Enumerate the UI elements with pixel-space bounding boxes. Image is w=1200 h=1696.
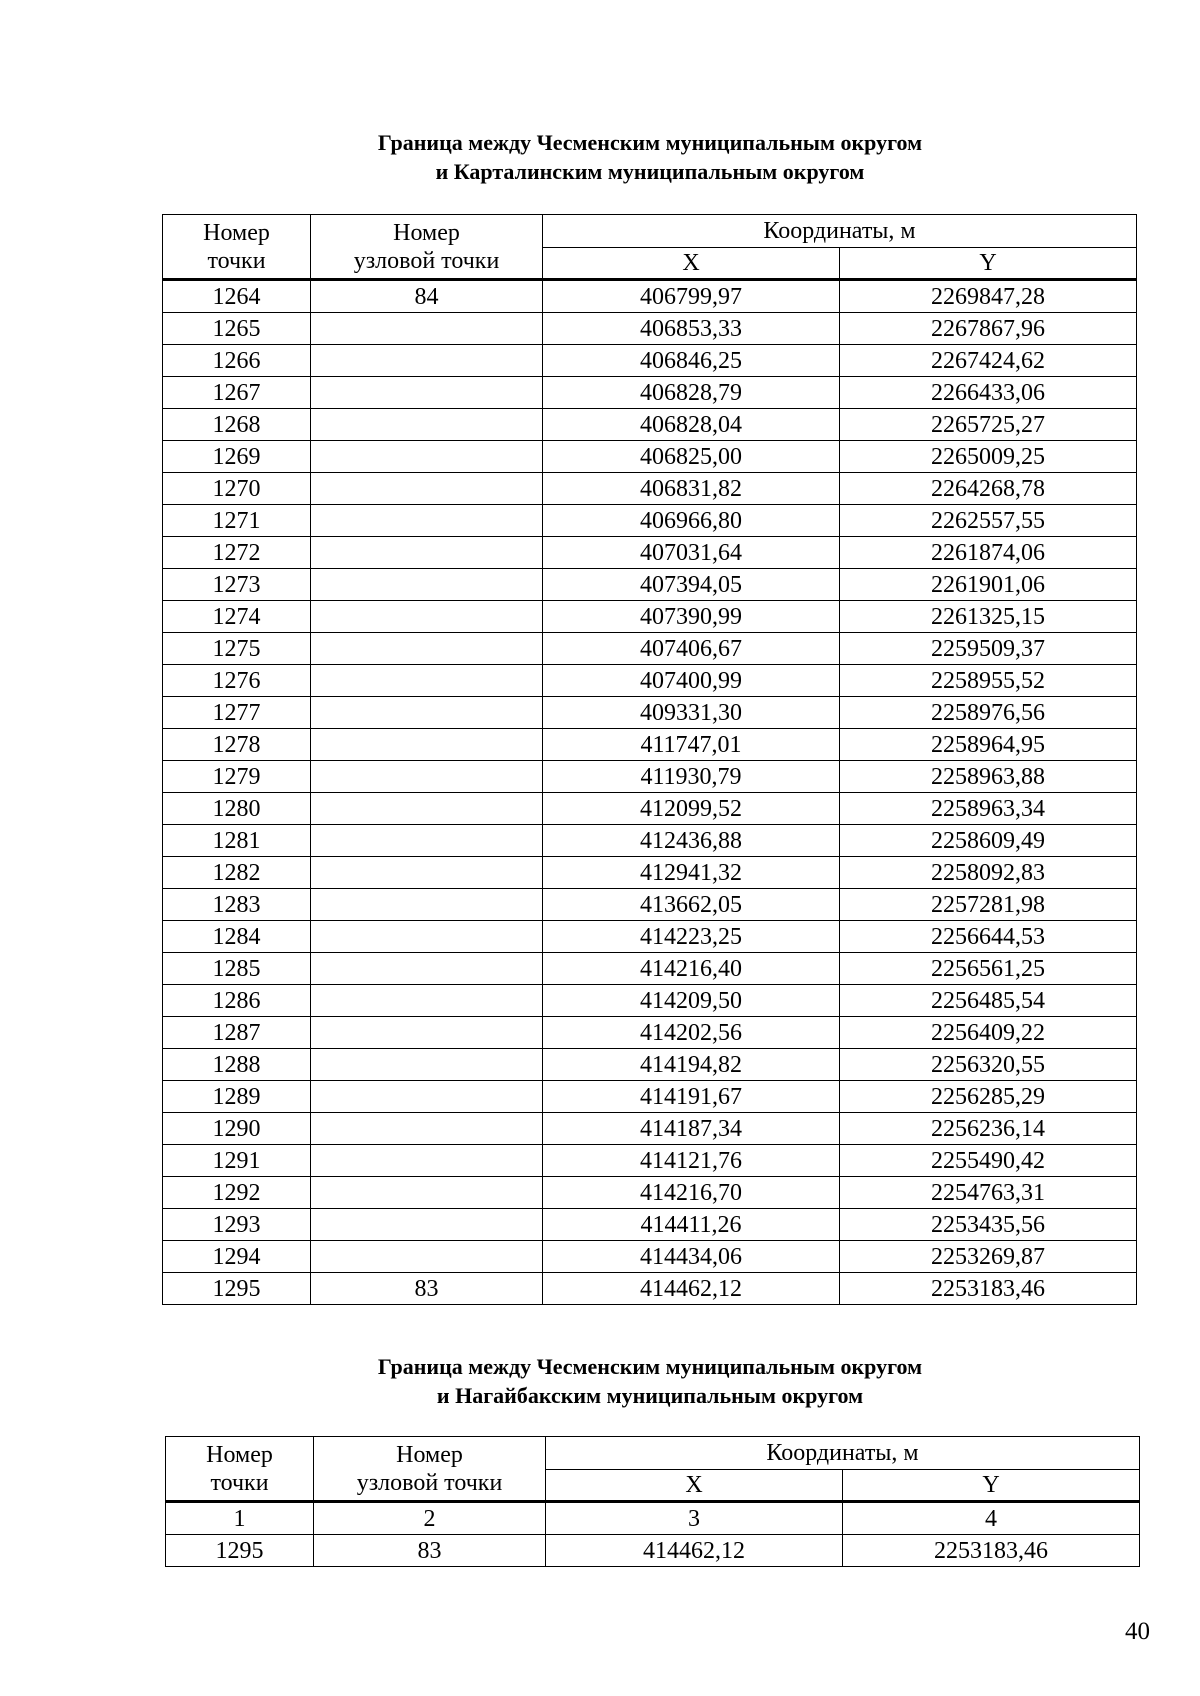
cell-node-number bbox=[311, 633, 543, 665]
cell-y: 2267424,62 bbox=[840, 345, 1137, 377]
cell-node-number bbox=[311, 953, 543, 985]
header-point-number bbox=[163, 215, 311, 280]
cell-node-number bbox=[311, 313, 543, 345]
cell-node-number bbox=[311, 569, 543, 601]
table-row bbox=[163, 473, 1137, 505]
cell-x: 409331,30 bbox=[543, 697, 840, 729]
cell-point-number: 1285 bbox=[163, 953, 311, 985]
section1-table-body bbox=[163, 280, 1137, 1305]
cell-x: 407400,99 bbox=[543, 665, 840, 697]
cell-node-number bbox=[311, 1113, 543, 1145]
table-row bbox=[163, 1241, 1137, 1273]
cell-y: 2256485,54 bbox=[840, 985, 1137, 1017]
header-point-line2: точки bbox=[207, 247, 266, 274]
table-row bbox=[163, 1209, 1137, 1241]
cell-y: 4 bbox=[843, 1502, 1140, 1535]
cell-y: 2258976,56 bbox=[840, 697, 1137, 729]
section1-title-line1: Граница между Чесменским муниципальным округом bbox=[377, 130, 923, 155]
cell-node-number bbox=[311, 697, 543, 729]
table-row bbox=[163, 1113, 1137, 1145]
cell-point-number: 1275 bbox=[163, 633, 311, 665]
cell-point-number: 1265 bbox=[163, 313, 311, 345]
page-number: 40 bbox=[1125, 1618, 1150, 1645]
cell-x: 414223,25 bbox=[543, 921, 840, 953]
cell-x: 412436,88 bbox=[543, 825, 840, 857]
cell-node-number bbox=[311, 441, 543, 473]
cell-x: 411747,01 bbox=[543, 729, 840, 761]
table-row bbox=[163, 857, 1137, 889]
cell-node-number: 83 bbox=[314, 1535, 546, 1567]
cell-y: 2253435,56 bbox=[840, 1209, 1137, 1241]
table-row bbox=[163, 505, 1137, 537]
cell-y: 2258963,88 bbox=[840, 761, 1137, 793]
cell-x: 414462,12 bbox=[546, 1535, 843, 1567]
section1-title-line2: и Карталинским муниципальным округом bbox=[435, 159, 865, 184]
table-row bbox=[163, 1049, 1137, 1081]
cell-x: 414411,26 bbox=[543, 1209, 840, 1241]
header-point-number bbox=[166, 1437, 314, 1502]
section2-coordinates-table bbox=[165, 1436, 1140, 1567]
cell-x: 412099,52 bbox=[543, 793, 840, 825]
cell-node-number: 2 bbox=[314, 1502, 546, 1535]
cell-node-number bbox=[311, 377, 543, 409]
cell-y: 2256409,22 bbox=[840, 1017, 1137, 1049]
cell-y: 2258955,52 bbox=[840, 665, 1137, 697]
cell-point-number: 1295 bbox=[163, 1273, 311, 1305]
cell-y: 2253183,46 bbox=[840, 1273, 1137, 1305]
table-row bbox=[163, 537, 1137, 569]
table-row bbox=[163, 601, 1137, 633]
cell-x: 414462,12 bbox=[543, 1273, 840, 1305]
cell-point-number: 1293 bbox=[163, 1209, 311, 1241]
table-row bbox=[163, 441, 1137, 473]
cell-x: 406831,82 bbox=[543, 473, 840, 505]
cell-point-number: 1280 bbox=[163, 793, 311, 825]
section2-title-line2: и Нагайбакским муниципальным округом bbox=[436, 1383, 864, 1408]
cell-y: 2256644,53 bbox=[840, 921, 1137, 953]
cell-node-number bbox=[311, 1209, 543, 1241]
cell-y: 2261901,06 bbox=[840, 569, 1137, 601]
table-row bbox=[163, 1017, 1137, 1049]
cell-point-number: 1295 bbox=[166, 1535, 314, 1567]
cell-node-number bbox=[311, 601, 543, 633]
cell-y: 2259509,37 bbox=[840, 633, 1137, 665]
cell-point-number: 1289 bbox=[163, 1081, 311, 1113]
cell-y: 2257281,98 bbox=[840, 889, 1137, 921]
cell-point-number: 1291 bbox=[163, 1145, 311, 1177]
cell-point-number: 1294 bbox=[163, 1241, 311, 1273]
table-row bbox=[163, 313, 1137, 345]
header-y: Y bbox=[840, 248, 1137, 280]
section1-title bbox=[160, 128, 1140, 186]
cell-x: 414434,06 bbox=[543, 1241, 840, 1273]
header-point-line1: Номер bbox=[203, 219, 270, 246]
table-row bbox=[163, 921, 1137, 953]
cell-y: 2256561,25 bbox=[840, 953, 1137, 985]
cell-x: 407406,67 bbox=[543, 633, 840, 665]
cell-node-number bbox=[311, 857, 543, 889]
cell-x: 406825,00 bbox=[543, 441, 840, 473]
cell-x: 414202,56 bbox=[543, 1017, 840, 1049]
header-x: X bbox=[546, 1470, 843, 1502]
cell-point-number: 1288 bbox=[163, 1049, 311, 1081]
cell-y: 2265009,25 bbox=[840, 441, 1137, 473]
cell-x: 406966,80 bbox=[543, 505, 840, 537]
header-node-number bbox=[311, 215, 543, 280]
table-row bbox=[163, 761, 1137, 793]
cell-x: 407394,05 bbox=[543, 569, 840, 601]
cell-point-number: 1266 bbox=[163, 345, 311, 377]
header-coordinates: Координаты, м bbox=[546, 1437, 1140, 1470]
cell-point-number: 1273 bbox=[163, 569, 311, 601]
header-coordinates: Координаты, м bbox=[543, 215, 1137, 248]
cell-y: 2258092,83 bbox=[840, 857, 1137, 889]
cell-node-number bbox=[311, 409, 543, 441]
table-row bbox=[163, 280, 1137, 313]
cell-x: 411930,79 bbox=[543, 761, 840, 793]
cell-y: 2258609,49 bbox=[840, 825, 1137, 857]
cell-node-number bbox=[311, 665, 543, 697]
cell-x: 414216,70 bbox=[543, 1177, 840, 1209]
cell-point-number: 1274 bbox=[163, 601, 311, 633]
section2-title bbox=[160, 1352, 1140, 1410]
cell-node-number bbox=[311, 345, 543, 377]
cell-point-number: 1277 bbox=[163, 697, 311, 729]
cell-y: 2265725,27 bbox=[840, 409, 1137, 441]
table-row bbox=[163, 985, 1137, 1017]
cell-y: 2262557,55 bbox=[840, 505, 1137, 537]
cell-node-number bbox=[311, 1145, 543, 1177]
table-row bbox=[163, 793, 1137, 825]
cell-x: 414187,34 bbox=[543, 1113, 840, 1145]
cell-y: 2258963,34 bbox=[840, 793, 1137, 825]
header-node-line2: узловой точки bbox=[356, 1469, 503, 1496]
cell-point-number: 1287 bbox=[163, 1017, 311, 1049]
table-row bbox=[163, 889, 1137, 921]
cell-node-number bbox=[311, 537, 543, 569]
section2-title-line1: Граница между Чесменским муниципальным округом bbox=[377, 1354, 923, 1379]
cell-point-number: 1264 bbox=[163, 280, 311, 313]
cell-point-number: 1269 bbox=[163, 441, 311, 473]
table-row bbox=[163, 377, 1137, 409]
cell-x: 414191,67 bbox=[543, 1081, 840, 1113]
cell-node-number bbox=[311, 889, 543, 921]
cell-x: 3 bbox=[546, 1502, 843, 1535]
cell-x: 414194,82 bbox=[543, 1049, 840, 1081]
cell-node-number bbox=[311, 921, 543, 953]
cell-y: 2266433,06 bbox=[840, 377, 1137, 409]
cell-node-number bbox=[311, 505, 543, 537]
table-row bbox=[166, 1535, 1140, 1567]
cell-x: 406828,79 bbox=[543, 377, 840, 409]
header-node-line1: Номер bbox=[396, 1441, 463, 1468]
cell-y: 2267867,96 bbox=[840, 313, 1137, 345]
cell-point-number: 1290 bbox=[163, 1113, 311, 1145]
cell-node-number bbox=[311, 825, 543, 857]
cell-x: 406799,97 bbox=[543, 280, 840, 313]
cell-x: 414209,50 bbox=[543, 985, 840, 1017]
cell-point-number: 1279 bbox=[163, 761, 311, 793]
table-row bbox=[163, 633, 1137, 665]
table-row bbox=[163, 569, 1137, 601]
cell-x: 412941,32 bbox=[543, 857, 840, 889]
cell-x: 414216,40 bbox=[543, 953, 840, 985]
cell-x: 414121,76 bbox=[543, 1145, 840, 1177]
table-row bbox=[163, 729, 1137, 761]
cell-point-number: 1281 bbox=[163, 825, 311, 857]
cell-point-number: 1276 bbox=[163, 665, 311, 697]
cell-node-number bbox=[311, 1017, 543, 1049]
cell-node-number bbox=[311, 1081, 543, 1113]
cell-x: 406828,04 bbox=[543, 409, 840, 441]
cell-x: 406853,33 bbox=[543, 313, 840, 345]
cell-y: 2255490,42 bbox=[840, 1145, 1137, 1177]
cell-node-number bbox=[311, 1177, 543, 1209]
cell-node-number bbox=[311, 761, 543, 793]
cell-point-number: 1272 bbox=[163, 537, 311, 569]
table-row bbox=[163, 1081, 1137, 1113]
cell-x: 407390,99 bbox=[543, 601, 840, 633]
header-node-number bbox=[314, 1437, 546, 1502]
table-row bbox=[163, 345, 1137, 377]
header-y: Y bbox=[843, 1470, 1140, 1502]
cell-node-number: 84 bbox=[311, 280, 543, 313]
cell-node-number bbox=[311, 1049, 543, 1081]
header-point-line2: точки bbox=[210, 1469, 269, 1496]
cell-point-number: 1267 bbox=[163, 377, 311, 409]
cell-x: 406846,25 bbox=[543, 345, 840, 377]
cell-y: 2261874,06 bbox=[840, 537, 1137, 569]
table-row bbox=[163, 1145, 1137, 1177]
cell-y: 2256320,55 bbox=[840, 1049, 1137, 1081]
header-node-line1: Номер bbox=[393, 219, 460, 246]
cell-point-number: 1286 bbox=[163, 985, 311, 1017]
cell-x: 407031,64 bbox=[543, 537, 840, 569]
header-point-line1: Номер bbox=[206, 1441, 273, 1468]
header-x: X bbox=[543, 248, 840, 280]
cell-point-number: 1278 bbox=[163, 729, 311, 761]
table-row bbox=[163, 1177, 1137, 1209]
cell-y: 2264268,78 bbox=[840, 473, 1137, 505]
section2-table-body bbox=[166, 1502, 1140, 1567]
header-node-line2: узловой точки bbox=[353, 247, 500, 274]
table-row bbox=[163, 665, 1137, 697]
table-row bbox=[166, 1502, 1140, 1535]
cell-y: 2256285,29 bbox=[840, 1081, 1137, 1113]
table-row bbox=[163, 953, 1137, 985]
table-row bbox=[163, 409, 1137, 441]
cell-point-number: 1292 bbox=[163, 1177, 311, 1209]
table-row bbox=[163, 825, 1137, 857]
cell-node-number bbox=[311, 729, 543, 761]
cell-y: 2253183,46 bbox=[843, 1535, 1140, 1567]
cell-x: 413662,05 bbox=[543, 889, 840, 921]
cell-point-number: 1283 bbox=[163, 889, 311, 921]
cell-y: 2261325,15 bbox=[840, 601, 1137, 633]
cell-node-number: 83 bbox=[311, 1273, 543, 1305]
cell-point-number: 1270 bbox=[163, 473, 311, 505]
section1-coordinates-table bbox=[162, 214, 1137, 1305]
cell-node-number bbox=[311, 473, 543, 505]
cell-node-number bbox=[311, 985, 543, 1017]
cell-node-number bbox=[311, 1241, 543, 1273]
cell-y: 2269847,28 bbox=[840, 280, 1137, 313]
cell-point-number: 1268 bbox=[163, 409, 311, 441]
cell-node-number bbox=[311, 793, 543, 825]
cell-y: 2254763,31 bbox=[840, 1177, 1137, 1209]
cell-point-number: 1 bbox=[166, 1502, 314, 1535]
cell-y: 2258964,95 bbox=[840, 729, 1137, 761]
cell-point-number: 1271 bbox=[163, 505, 311, 537]
table-row bbox=[163, 697, 1137, 729]
cell-point-number: 1284 bbox=[163, 921, 311, 953]
cell-y: 2256236,14 bbox=[840, 1113, 1137, 1145]
table-row bbox=[163, 1273, 1137, 1305]
cell-point-number: 1282 bbox=[163, 857, 311, 889]
cell-y: 2253269,87 bbox=[840, 1241, 1137, 1273]
